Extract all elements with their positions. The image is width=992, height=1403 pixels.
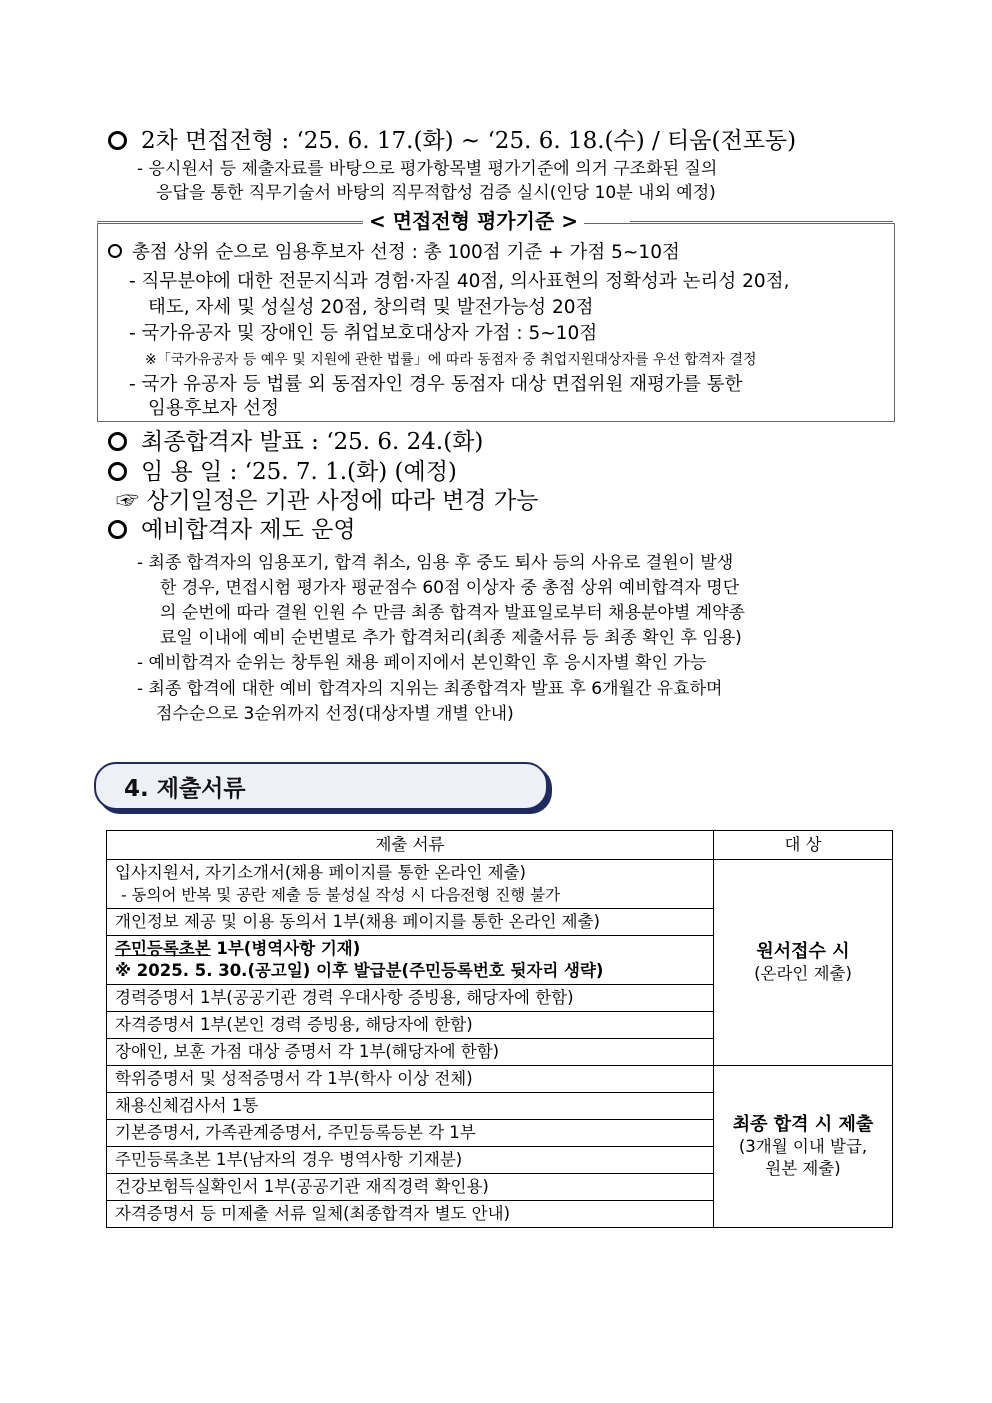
criteria-box-rule-left	[97, 221, 363, 222]
criteria-box-rule-right	[630, 221, 893, 222]
interview-desc-line1: - 응시원서 등 제출자료를 바탕으로 평가항목별 평가기준에 의거 구조화된 질의	[137, 159, 718, 179]
doc-cell: 채용신체검사서 1통	[107, 1093, 714, 1120]
target-main: 원서접수 시	[756, 940, 850, 962]
section-4-header	[94, 762, 548, 810]
reserve-p1-line2: 한 경우, 면접시험 평가자 평균점수 60점 이상자 중 총점 상위 예비합격자 명단	[160, 578, 740, 598]
doc-cell	[107, 860, 714, 909]
resident-note: ※ 2025. 5. 30.(공고일) 이후 발급분(주민등록번호 뒷자리 생략)	[115, 961, 604, 980]
reserve-p3-line1: - 최종 합격에 대한 예비 합격자의 지위는 최종합격자 발표 후 6개월간 유효하며	[137, 679, 723, 699]
hollow-circle-icon	[108, 432, 127, 451]
doc-cell: 자격증명서 등 미제출 서류 일체(최종합격자 별도 안내)	[107, 1201, 714, 1228]
section-4-title: 4. 제출서류	[124, 776, 246, 802]
target-main: 최종 합격 시 제출	[732, 1113, 874, 1135]
schedule-note: ☞ 상기일정은 기관 사정에 따라 변경 가능	[116, 488, 539, 514]
reserve-p3-line2: 점수순으로 3순위까지 선정(대상자별 개별 안내)	[156, 704, 514, 724]
criteria-note: ※「국가유공자 등 예우 및 지원에 관한 법률」에 따라 동점자 중 취업지원대상자를 우선 합격자 결정	[145, 352, 757, 368]
doc-cell: 학위증명서 및 성적증명서 각 1부(학사 이상 전체)	[107, 1066, 714, 1093]
doc-text: 입사지원서, 자기소개서(채용 페이지를 통한 온라인 제출)	[115, 863, 526, 882]
final-announce-bullet	[108, 427, 483, 457]
criteria-bullet	[108, 240, 680, 266]
table-row	[107, 1066, 893, 1093]
target-sub: (3개월 이내 발급,	[738, 1136, 868, 1156]
criteria-line3: - 국가유공자 및 장애인 등 취업보호대상자 가점 : 5~10점	[129, 323, 598, 344]
criteria-line2: 태도, 자세 및 성실성 20점, 창의력 및 발전가능성 20점	[148, 297, 594, 318]
appointment-text: 임 용 일 : ‘25. 7. 1.(화) (예정)	[141, 459, 457, 485]
doc-cell	[107, 936, 714, 985]
hollow-circle-icon	[108, 462, 127, 481]
hollow-circle-icon	[108, 520, 127, 539]
interview-bullet	[108, 126, 796, 156]
reserve-p1-line1: - 최종 합격자의 임용포기, 합격 취소, 임용 후 중도 퇴사 등의 사유로 결원이 발생	[137, 553, 734, 573]
criteria-bullet-text: 총점 상위 순으로 임용후보자 선정 : 총 100점 기준 + 가점 5~10점	[132, 242, 680, 263]
appointment-bullet	[108, 457, 457, 487]
doc-cell: 건강보험득실확인서 1부(공공기관 재직경력 확인용)	[107, 1174, 714, 1201]
target-sub: 원본 제출)	[765, 1158, 841, 1178]
reserve-p1-line3: 의 순번에 따라 결원 인원 수 만큼 최종 합격자 발표일로부터 채용분야별 계약종	[160, 603, 745, 623]
doc-cell: 기본증명서, 가족관계증명서, 주민등록등본 각 1부	[107, 1120, 714, 1147]
table-header-row	[107, 831, 893, 860]
target-cell-application	[714, 860, 893, 1066]
doc-text	[115, 938, 705, 960]
criteria-line1: - 직무분야에 대한 전문지식과 경험·자질 40점, 의사표현의 정확성과 논리성 20점,	[129, 271, 790, 292]
reserve-p1-line4: 료일 이내에 예비 순번별로 추가 합격처리(최종 제출서류 등 최종 확인 후 임용)	[160, 628, 742, 648]
interview-text: 2차 면접전형 : ‘25. 6. 17.(화) ~ ‘25. 6. 18.(수) / 티움(전포동)	[141, 128, 797, 154]
table-row	[107, 860, 893, 909]
interview-desc-line2: 응답을 통한 직무기술서 바탕의 직무적합성 검증 실시(인당 10분 내외 예정)	[156, 183, 716, 203]
doc-cell: 자격증명서 1부(본인 경력 증빙용, 해당자에 한함)	[107, 1012, 714, 1039]
reserve-bullet	[108, 515, 356, 545]
target-cell-final	[714, 1066, 893, 1228]
doc-cell: 경력증명서 1부(공공기관 경력 우대사항 증빙용, 해당자에 한함)	[107, 985, 714, 1012]
criteria-line4: - 국가 유공자 등 법률 외 동점자인 경우 동점자 대상 면접위원 재평가를 통한	[129, 374, 743, 395]
doc-cell: 장애인, 보훈 가점 대상 증명서 각 1부(해당자에 한함)	[107, 1039, 714, 1066]
resident-title: 주민등록초본	[115, 939, 211, 958]
final-announce-text: 최종합격자 발표 : ‘25. 6. 24.(화)	[141, 429, 484, 455]
target-sub: (온라인 제출)	[754, 963, 852, 983]
header-documents: 제출 서류	[107, 831, 714, 860]
doc-subtext: - 동의어 반복 및 공란 제출 등 불성실 작성 시 다음전형 진행 불가	[121, 886, 561, 904]
header-target: 대 상	[714, 831, 893, 860]
reserve-p2: - 예비합격자 순위는 창투원 채용 페이지에서 본인확인 후 응시자별 확인 가능	[137, 653, 707, 673]
resident-detail: 1부(병역사항 기재)	[210, 939, 361, 958]
doc-cell: 개인정보 제공 및 이용 동의서 1부(채용 페이지를 통한 온라인 제출)	[107, 909, 714, 936]
criteria-line5: 임용후보자 선정	[148, 398, 279, 419]
reserve-text: 예비합격자 제도 운영	[141, 517, 356, 543]
doc-cell: 주민등록초본 1부(남자의 경우 병역사항 기재분)	[107, 1147, 714, 1174]
hollow-circle-icon	[108, 244, 122, 258]
criteria-box-title: < 면접전형 평가기준 >	[363, 206, 584, 236]
documents-table	[106, 830, 893, 1228]
hollow-circle-icon	[108, 131, 127, 150]
